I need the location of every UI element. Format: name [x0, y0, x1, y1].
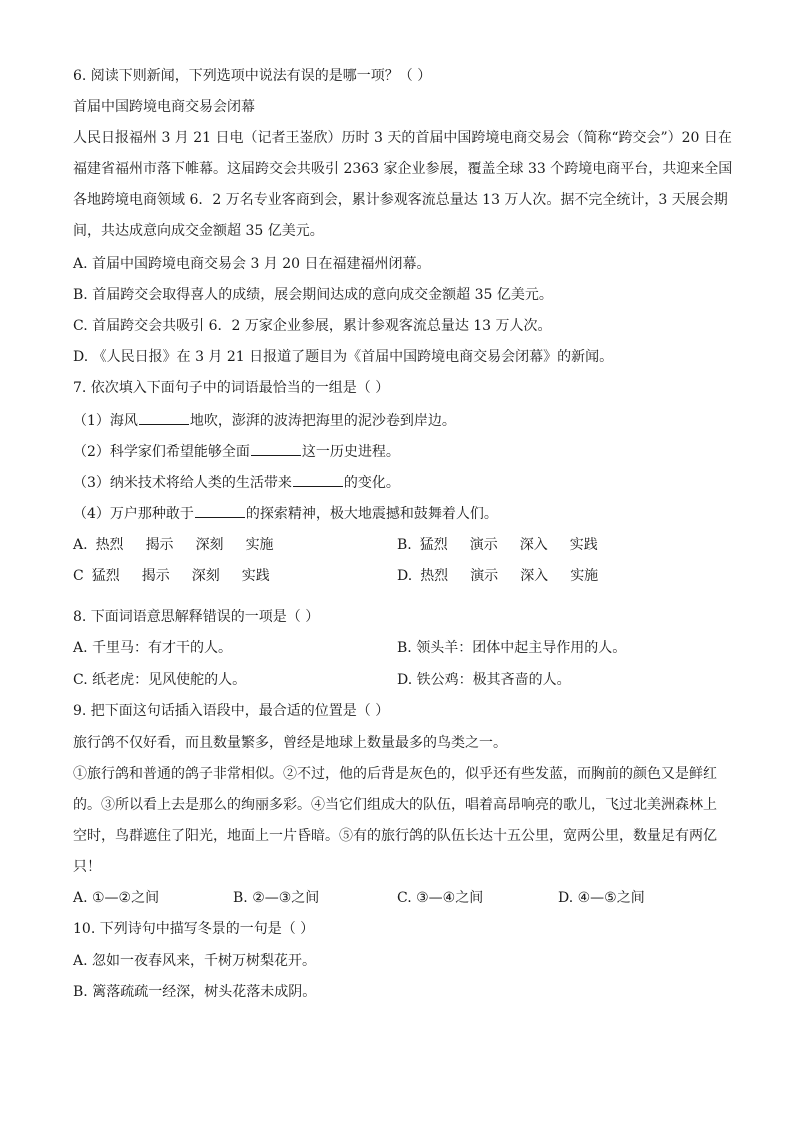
q7-item-4 [73, 503, 498, 524]
q7-item-1-pre: （1）海风 [73, 413, 138, 429]
question-8-stem: 8. 下面词语意思解释错误的一项是（ ） [73, 609, 320, 625]
option-word: 实践 [569, 537, 598, 553]
option-word: 深入 [519, 537, 548, 553]
question-7-stem: 7. 依次填入下面句子中的词语最恰当的一组是（ ） [73, 380, 390, 396]
q7-item-1 [73, 410, 456, 431]
q7-item-3 [73, 472, 400, 493]
fill-blank [293, 472, 343, 487]
option-word: 实施 [245, 537, 274, 553]
news-line-4: 间，共达成意向成交金额超 35 亿美元。 [73, 223, 324, 239]
q7-option-b [397, 535, 620, 555]
q7-item-3-post: 的变化。 [343, 475, 400, 491]
q7-item-2-post: 这一历史进程。 [301, 444, 400, 460]
q7-item-1-post: 地吹，澎湃的波涛把海里的泥沙卷到岸边。 [189, 413, 456, 429]
option-word: 热烈 [420, 568, 449, 584]
question-10-stem: 10. 下列诗句中描写冬景的一句是（ ） [73, 921, 315, 937]
q8-option-b: B. 领头羊：团体中起主导作用的人。 [397, 640, 627, 656]
option-letter: A. [73, 537, 88, 553]
q10-option-a: A. 忽如一夜春风来，千树万树梨花开。 [73, 953, 317, 969]
option-word: 揭示 [145, 537, 174, 553]
news-line-2: 福建省福州市落下帷幕。这届跨交会共吸引 2363 家企业参展，覆盖全球 33 个跨境电商平台，共迎来全国 [73, 161, 733, 177]
option-word: 猛烈 [419, 537, 448, 553]
question-9-stem: 9. 把下面这句话插入语段中，最合适的位置是（ ） [73, 703, 390, 719]
q9-option-d: D. ④—⑤之间 [558, 890, 645, 906]
q7-item-4-pre: （4）万户那种敢于 [73, 506, 194, 522]
option-word: 演示 [470, 568, 499, 584]
q6-option-c: C. 首届跨交会共吸引 6．2 万家企业参展，累计参观客流总量达 13 万人次。 [73, 318, 552, 334]
option-word: 猛烈 [91, 568, 120, 584]
news-headline: 首届中国跨境电商交易会闭幕 [73, 99, 255, 115]
option-word: 揭示 [141, 568, 170, 584]
option-letter: C [73, 568, 84, 584]
q10-option-b: B. 篱落疏疏一经深，树头花落未成阴。 [73, 984, 317, 1000]
option-word: 深入 [520, 568, 549, 584]
q9-option-b: B. ②—③之间 [233, 890, 320, 906]
q8-option-c: C. 纸老虎：见风使舵的人。 [73, 672, 247, 688]
q9-passage-line-1: ①旅行鸽和普通的鸽子非常相似。②不过，他的后背是灰色的，似乎还有些发蓝，而胸前的颜色又是鲜红 [73, 766, 717, 782]
q7-option-c [73, 566, 292, 586]
option-word: 热烈 [95, 537, 124, 553]
q6-option-a: A. 首届中国跨境电商交易会 3 月 20 日在福建福州闭幕。 [73, 256, 431, 272]
option-word: 演示 [469, 537, 498, 553]
question-6-stem: 6. 阅读下则新闻，下列选项中说法有误的是哪一项？（ ） [73, 68, 432, 84]
q6-option-b: B. 首届跨交会取得喜人的成绩，展会期间达成的意向成交金额超 35 亿美元。 [73, 287, 553, 303]
q7-item-2 [73, 441, 400, 462]
q9-passage-line-2: 的。③所以看上去是那么的绚丽多彩。④当它们组成大的队伍，唱着高昂响亮的歌儿，飞过北美洲森林上 [73, 797, 717, 813]
q9-option-c: C. ③—④之间 [397, 890, 484, 906]
news-line-3: 各地跨境电商领域 6．2 万名专业客商到会，累计参观客流总量达 13 万人次。据不完全统计，3 天展会期 [73, 192, 728, 208]
fill-blank [251, 441, 301, 456]
option-letter: D. [397, 568, 413, 584]
news-line-1: 人民日报福州 3 月 21 日电（记者王崟欣）历时 3 天的首届中国跨境电商交易会（简称“跨交会”）20 日在 [73, 130, 732, 146]
q7-item-2-pre: （2）科学家们希望能够全面 [73, 444, 250, 460]
fill-blank [139, 410, 189, 425]
option-letter: B. [397, 537, 412, 553]
q9-passage-line-4: 只！ [73, 859, 101, 875]
q9-option-a: A. ①—②之间 [73, 890, 160, 906]
q7-option-d [397, 566, 620, 586]
q6-option-d: D. 《人民日报》在 3 月 21 日报道了题目为《首届中国跨境电商交易会闭幕》的新闻。 [73, 349, 614, 365]
q8-option-a: A. 千里马：有才干的人。 [73, 640, 233, 656]
q7-option-a [73, 535, 296, 555]
option-word: 深刻 [191, 568, 220, 584]
q9-insert-sentence: 旅行鸽不仅好看，而且数量繁多，曾经是地球上数量最多的鸟类之一。 [73, 735, 507, 751]
q8-option-d: D. 铁公鸡：极其吝啬的人。 [397, 672, 571, 688]
option-word: 实践 [241, 568, 270, 584]
q7-item-3-pre: （3）纳米技术将给人类的生活带来 [73, 475, 292, 491]
q9-passage-line-3: 空时，鸟群遮住了阳光，地面上一片昏暗。⑤有的旅行鸽的队伍长达十五公里，宽两公里，数量足有两亿 [73, 828, 717, 844]
fill-blank [195, 503, 245, 518]
option-word: 实施 [570, 568, 599, 584]
option-word: 深刻 [195, 537, 224, 553]
q7-item-4-post: 的探索精神，极大地震撼和鼓舞着人们。 [245, 506, 498, 522]
